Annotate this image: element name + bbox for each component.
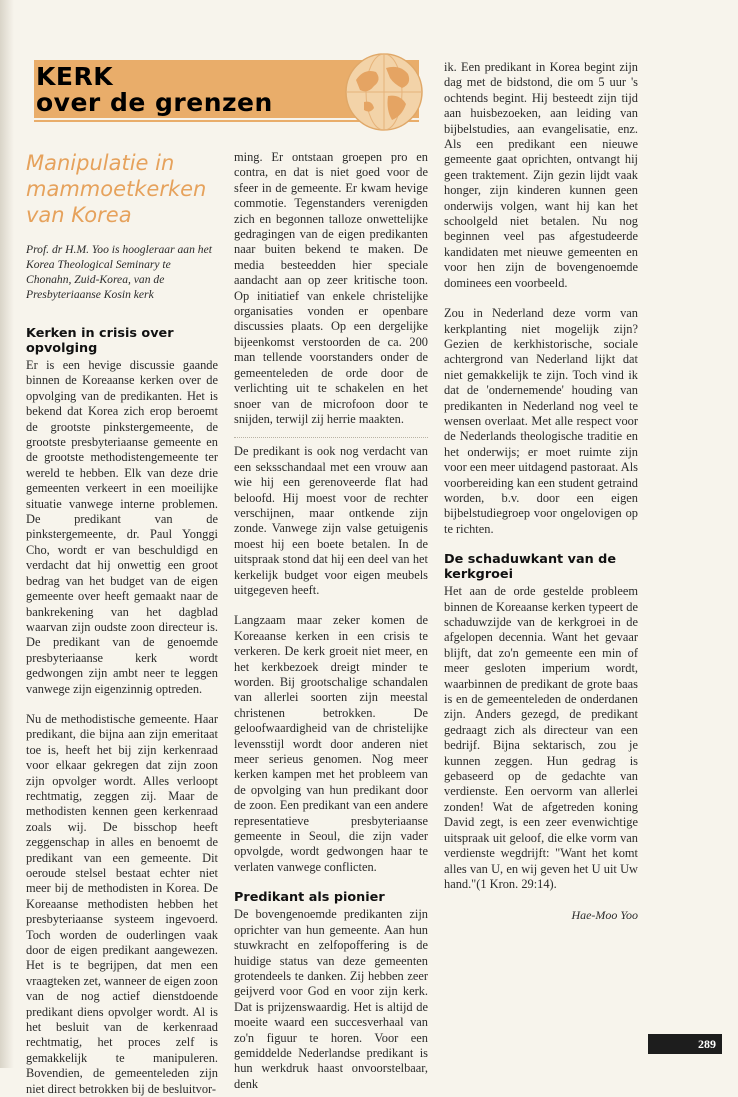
column-1	[26, 150, 218, 1097]
author-signature: Hae-Moo Yoo	[571, 908, 638, 923]
section-heading-schaduwkant: De schaduwkant van de kerkgroei	[444, 552, 617, 583]
kicker-line-2: over de grenzen	[36, 88, 273, 117]
divider	[234, 437, 428, 438]
column-2	[234, 150, 428, 1092]
article-intro: Prof. dr H.M. Yoo is hoogleraar aan het Korea Theological Seminary te Chonahn, Zuid-Korea, van de Presbyteriaanse Kosin kerk	[26, 243, 212, 301]
column-3	[444, 60, 638, 924]
paragraph: ik. Een predikant in Korea begint zijn dag met de bidstond, die om 5 uur 's ochtends begint. Hij besteedt zijn tijd aan huisbezoeken, aan leiding van bijbelstudies, aan evangelisatie, enz. Als een predikant een nieuwe gemeente gaat oprichten, ontvangt hij geen traktement. Zijn gezin lijdt vaak honger, zijn kinderen kunnen geen onderwijs volgen, want hij kan het schoolgeld niet betalen. Nu nog beginnen veel pas afgestudeerde kandidaten met nieuwe gemeenten en voor hen zijn de bovengenoemde dominees een voorbeeld.	[444, 60, 638, 290]
globe-icon	[342, 50, 426, 134]
article-headline: Manipulatie in mammoetkerken van Korea	[26, 151, 207, 227]
paragraph: Het aan de orde gestelde probleem binnen de Koreaanse kerken typeert de schaduwzijde van de kerkgroei in de afgelopen decennia. Want het gevaar blijft, dat zo'n gemeente een min of meer gesloten imperium wordt, waarbinnen de predikant de grote baas is en de gemeenteleden de onderdanen zijn. Anders gezegd, de predikant gedraagt zich als directeur van een bedrijf. Bijna sektarisch, zou je kunnen zeggen. Hun gedrag is gebaseerd op de gedachte van verdienste. Een oervorm van allerlei zonden! Wat de afgetreden koning David zegt, is een zeer evenwichtige uitspraak uit geloof, die elke vorm van verdienste wegdrijft: "Want het komt alles van U, en wij geven het U uit Uw hand."(1 Kron. 29:14).	[444, 584, 638, 891]
section-heading-crisis: Kerken in crisis over opvolging	[26, 326, 174, 356]
page-number: 289	[648, 1034, 722, 1054]
paragraph: De predikant is ook nog verdacht van een seksschandaal met een vrouw aan wie hij een gerenoveerde flat had beloofd. Hij moest voor de rechter verschijnen, maar ontkende zijn zonde. Vanwege zijn valse getuigenis moest hij een boete betalen. In de uitspraak stond dat hij een deel van het kerkelijk budget voor eigen meubels uitgegeven heeft.	[234, 444, 428, 597]
paragraph: ming. Er ontstaan groepen pro en contra, en dat is niet goed voor de sfeer in de gemeente. Er kwam hevige commotie. Tegenstanders verenigden zich en begonnen talloze onwettelijke gedragingen van de eigen predikanten naar buiten bekend te maken. De media besteedden hier speciale aandacht aan op zeer kritische toon. Op initiatief van enkele christelijke organisaties vonden er openbare discussies plaats. Op een dergelijke bijeenkomst verstoorden de ca. 200 man tellende voorstanders onder de gemeenteleden de orde door de verlichting uit te schakelen en het snoer van de microfoon door te snijden, terwijl zij herrie maakten.	[234, 150, 428, 426]
paragraph: Zou in Nederland deze vorm van kerkplanting niet mogelijk zijn? Gezien de kerkhistorische, sociale achtergrond van Nederland lijkt dat niet gemakkelijk te zijn. Toch vind ik dat de 'ondernemende' houding van predikanten in Nederland nog veel te wensen overlaat. Met alle respect voor de Nederlands theologische traditie en het onderwijs; er moet ruimte zijn voor een meer uitdagend pastoraat. Als voorbereiding kan een student getraind worden, b.v. door een eigen bijbelstudiegroep voor ongelovigen op te richten.	[444, 306, 638, 536]
paragraph: De bovengenoemde predikanten zijn oprichter van hun gemeente. Aan hun stuwkracht en zelfopoffering is de huidige status van deze gemeenten grotendeels te danken. Zij hebben zeer geijverd voor God en voor zijn kerk. Dat is prijzenswaardig. Het is altijd de moeite waard een succesverhaal van zo'n figuur te horen. Voor een gemiddelde Nederlandse predikant is hun werkdruk haast onvoorstelbaar, denk	[234, 907, 428, 1091]
section-heading-pionier: Predikant als pionier	[234, 890, 385, 906]
page-gutter	[0, 0, 14, 1068]
paragraph: Nu de methodistische gemeente. Haar predikant, die bijna aan zijn emeritaat toe is, heeft het bij zijn kerkenraad voor elkaar gekregen dat zijn zoon zijn opvolger wordt. Alles verloopt rechtmatig, zeggen zij. Maar de methodisten kennen geen kerkenraad zoals wij. De bisschop heeft zeggenschap in alles en benoemt de predikant van een gemeente. Dit oeroude stelsel bestaat echter niet meer bij de methodisten in Korea. De Koreaanse methodisten hebben het presbyteriaanse systeem ingevoerd. Toch worden de ouderlingen vaak door de eigen predikant aangewezen. Het is te begrijpen, dat men een vraagteken zet, wanneer de eigen zoon van de nog actief dienstdoende predikant diens opvolger wordt. Al is het besluit van de kerkenraad rechtmatig, het proces zelf is gemakkelijk te manipuleren. Bovendien, de gemeenteleden zijn niet direct betrokken bij de besluitvor-	[26, 711, 218, 1096]
paragraph: Langzaam maar zeker komen de Koreaanse kerken in een crisis te verkeren. De kerk groeit niet meer, en het kerkbezoek dreigt minder te worden. Bij grootschalige schandalen van allerlei soorten zijn meestal christenen betrokken. De geloofwaardigheid van de christelijke levensstijl wordt door anderen niet meer serieus genomen. Nog meer kerken kampen met het probleem van de opvolging van hun predikant door de zoon. Een predikant van een andere representatieve presbyteriaanse gemeente in Seoul, die zijn vader opvolgde, wordt gedwongen haar te verlaten vanwege conflicten.	[234, 613, 428, 874]
paragraph: Er is een hevige discussie gaande binnen de Koreaanse kerken over de opvolging van de predikanten. Het is bekend dat Korea zich erop beroemt de grootste pinkstergemeente, de grootste presbyteriaanse gemeente en de grootste methodistengemeente ter wereld te hebben. Elk van deze drie gemeenten verkeert in een moeilijke situatie vanwege interne problemen. De predikant van de pinkstergemeente, dr. Paul Yonggi Cho, wordt er van beschuldigd en verdacht dat hij onwettig een groot bedrag van het budget van de eigen gemeente over heeft gemaakt naar de bankrekening van het dagblad waarvan zijn oudste zoon directeur is. De predikant van de genoemde presbyteriaanse kerk wordt gedwongen zijn ambt neer te leggen vanwege zijn eigenzinnig optreden.	[26, 358, 218, 696]
kicker-line-1: KERK	[36, 62, 114, 91]
